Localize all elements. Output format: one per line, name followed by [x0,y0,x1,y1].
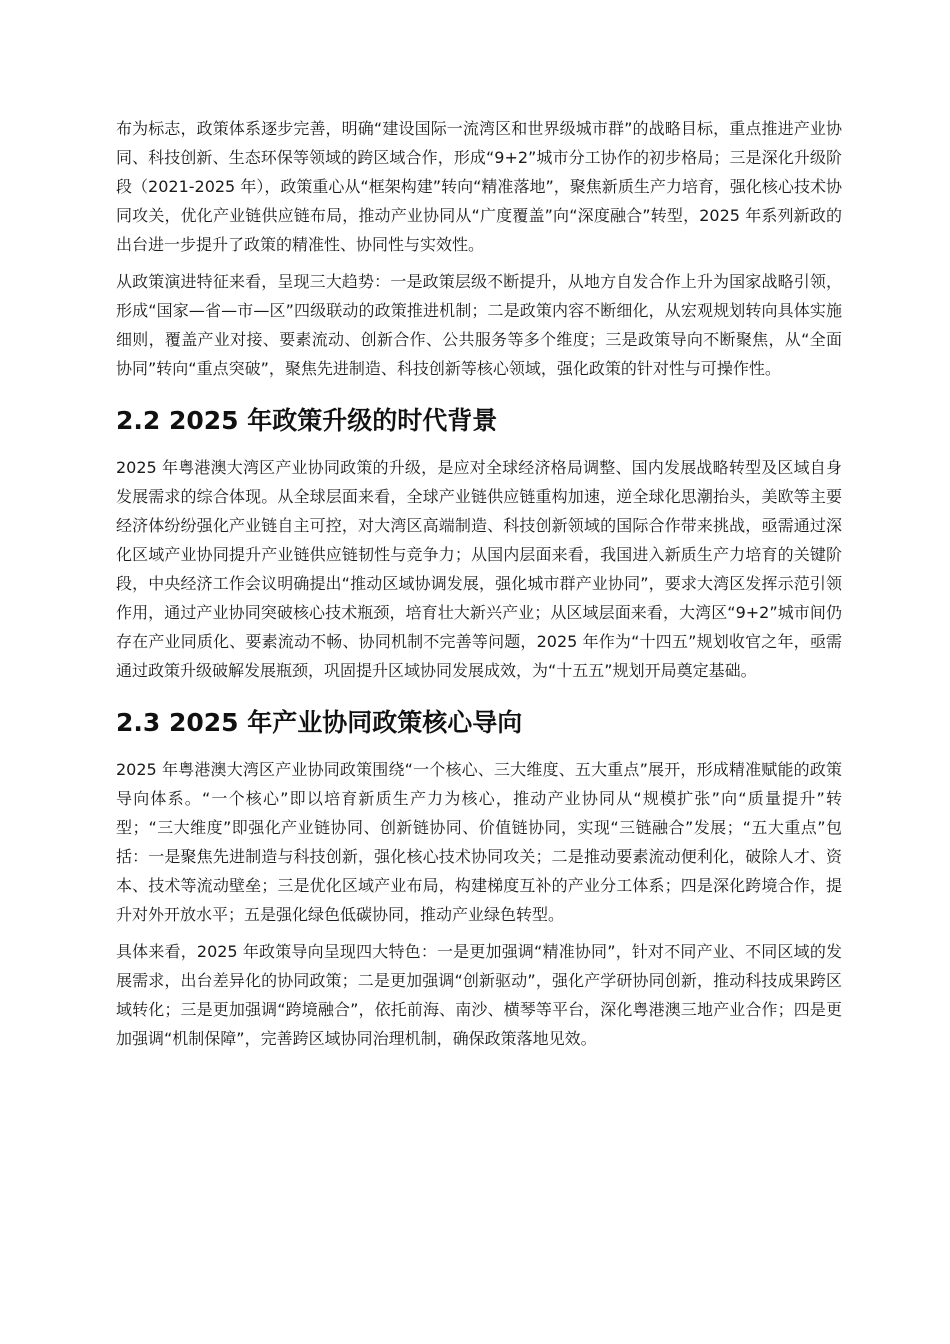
section-2-2-paragraph-1: 2025 年粤港澳大湾区产业协同政策的升级，是应对全球经济格局调整、国内发展战略转型及区域自身发展需求的综合体现。从全球层面来看，全球产业链供应链重构加速，逆全球化思潮抬头，美欧等主要经济体纷纷强化产业链自主可控，对大湾区高端制造、科技创新领域的国际合作带来挑战，亟需通过深化区域产业协同提升产业链供应链韧性与竞争力；从国内层面来看，我国进入新质生产力培育的关键阶段，中央经济工作会议明确提出“推动区域协调发展，强化城市群产业协同”，要求大湾区发挥示范引领作用，通过产业协同突破核心技术瓶颈，培育壮大新兴产业；从区域层面来看，大湾区“9+2”城市间仍存在产业同质化、要素流动不畅、协同机制不完善等问题，2025 年作为“十四五”规划收官之年，亟需通过政策升级破解发展瓶颈，巩固提升区域协同发展成效，为“十五五”规划开局奠定基础。 [116,458,842,680]
section-2-2-heading: 2.2 2025 年政策升级的时代背景 [116,406,498,435]
section-2-3-paragraph-1: 2025 年粤港澳大湾区产业协同政策围绕“一个核心、三大维度、五大重点”展开，形成精准赋能的政策导向体系。“一个核心”即以培育新质生产力为核心，推动产业协同从“规模扩张”向“质量提升”转型；“三大维度”即强化产业链协同、创新链协同、价值链协同，实现“三链融合”发展；“五大重点”包括：一是聚焦先进制造与科技创新，强化核心技术协同攻关；二是推动要素流动便利化，破除人才、资本、技术等流动壁垒；三是优化区域产业布局，构建梯度互补的产业分工体系；四是深化跨境合作，提升对外开放水平；五是强化绿色低碳协同，推动产业绿色转型。 [116,760,842,924]
document-page [116,114,842,1061]
intro-paragraph-2: 从政策演进特征来看，呈现三大趋势：一是政策层级不断提升，从地方自发合作上升为国家战略引领，形成“国家—省—市—区”四级联动的政策推进机制；二是政策内容不断细化，从宏观规划转向具体实施细则，覆盖产业对接、要素流动、创新合作、公共服务等多个维度；三是政策导向不断聚焦，从“全面协同”转向“重点突破”，聚焦先进制造、科技创新等核心领域，强化政策的针对性与可操作性。 [116,272,842,378]
intro-paragraph-1: 布为标志，政策体系逐步完善，明确“建设国际一流湾区和世界级城市群”的战略目标，重点推进产业协同、科技创新、生态环保等领域的跨区域合作，形成“9+2”城市分工协作的初步格局；三是深化升级阶段（2021-2025 年），政策重心从“框架构建”转向“精准落地”，聚焦新质生产力培育，强化核心技术协同攻关，优化产业链供应链布局，推动产业协同从“广度覆盖”向“深度融合”转型，2025 年系列新政的出台进一步提升了政策的精准性、协同性与实效性。 [116,119,842,254]
section-2-3-paragraph-2: 具体来看，2025 年政策导向呈现四大特色：一是更加强调“精准协同”，针对不同产业、不同区域的发展需求，出台差异化的协同政策；二是更加强调“创新驱动”，强化产学研协同创新，推动科技成果跨区域转化；三是更加强调“跨境融合”，依托前海、南沙、横琴等平台，深化粤港澳三地产业合作；四是更加强调“机制保障”，完善跨区域协同治理机制，确保政策落地见效。 [116,942,842,1048]
section-2-3-heading: 2.3 2025 年产业协同政策核心导向 [116,708,523,737]
